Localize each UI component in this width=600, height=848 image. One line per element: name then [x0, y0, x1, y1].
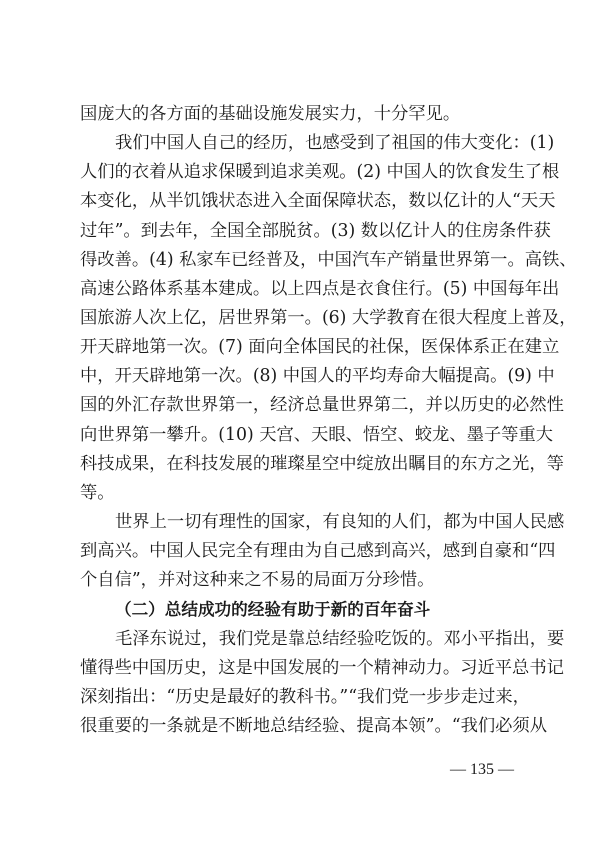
text-line: 开天辟地第一次。(7) 面向全体国民的社保，医保体系正在建立 — [80, 337, 560, 358]
text-line: 向世界第一攀升。(10) 天宫、天眼、悟空、蛟龙、墨子等重大 — [80, 424, 553, 445]
text-line: 懂得些中国历史，这是中国发展的一个精神动力。习近平总书记 — [80, 657, 564, 678]
text-line: 人们的衣着从追求保暖到追求美观。(2) 中国人的饮食发生了根 — [80, 162, 560, 183]
text-line: 得改善。(4) 私家车已经普及，中国汽车产销量世界第一。高铁、 — [80, 249, 577, 270]
text-line: 等。 — [80, 482, 115, 503]
paragraph-start-line: 我们中国人自己的经历，也感受到了祖国的伟大变化：(1) — [115, 133, 555, 154]
text-line: 深刻指出：“历史是最好的教科书。”“我们党一步步走过来， — [80, 686, 530, 707]
text-line: 国旅游人次上亿，居世界第一。(6) 大学教育在很大程度上普及， — [80, 307, 577, 328]
body-text — [80, 100, 577, 741]
paragraph-start-line: 世界上一切有理性的国家，有良知的人们，都为中国人民感 — [115, 511, 565, 532]
text-line: 国的外汇存款世界第一，经济总量世界第二，并以历史的必然性 — [80, 395, 564, 416]
page-number: — 135 — — [450, 761, 514, 778]
paragraph-start-line: 毛泽东说过，我们党是靠总结经验吃饭的。邓小平指出，要 — [115, 628, 565, 649]
text-line: 本变化，从半饥饿状态进入全面保障状态，数以亿计的人“天天 — [80, 191, 556, 212]
text-line: 过年”。到去年，全国全部脱贫。(3) 数以亿计人的住房条件获 — [80, 220, 551, 241]
text-line: 很重要的一条就是不断地总结经验、提高本领”。“我们必须从 — [80, 715, 547, 736]
text-line: 高速公路体系基本建成。以上四点是衣食住行。(5) 中国每年出 — [80, 278, 560, 299]
text-line: 到高兴。中国人民完全有理由为自己感到高兴，感到自豪和“四 — [80, 541, 556, 562]
text-line: 国庞大的各方面的基础设施发展实力，十分罕见。 — [80, 104, 461, 124]
text-line: 中，开天辟地第一次。(8) 中国人的平均寿命大幅提高。(9) 中 — [80, 366, 555, 387]
text-line: 个自信”，并对这种来之不易的局面万分珍惜。 — [80, 570, 435, 591]
text-line: 科技成果，在科技发展的璀璨星空中绽放出瞩目的东方之光，等 — [80, 453, 564, 474]
section-heading: （二）总结成功的经验有助于新的百年奋斗 — [115, 600, 431, 620]
